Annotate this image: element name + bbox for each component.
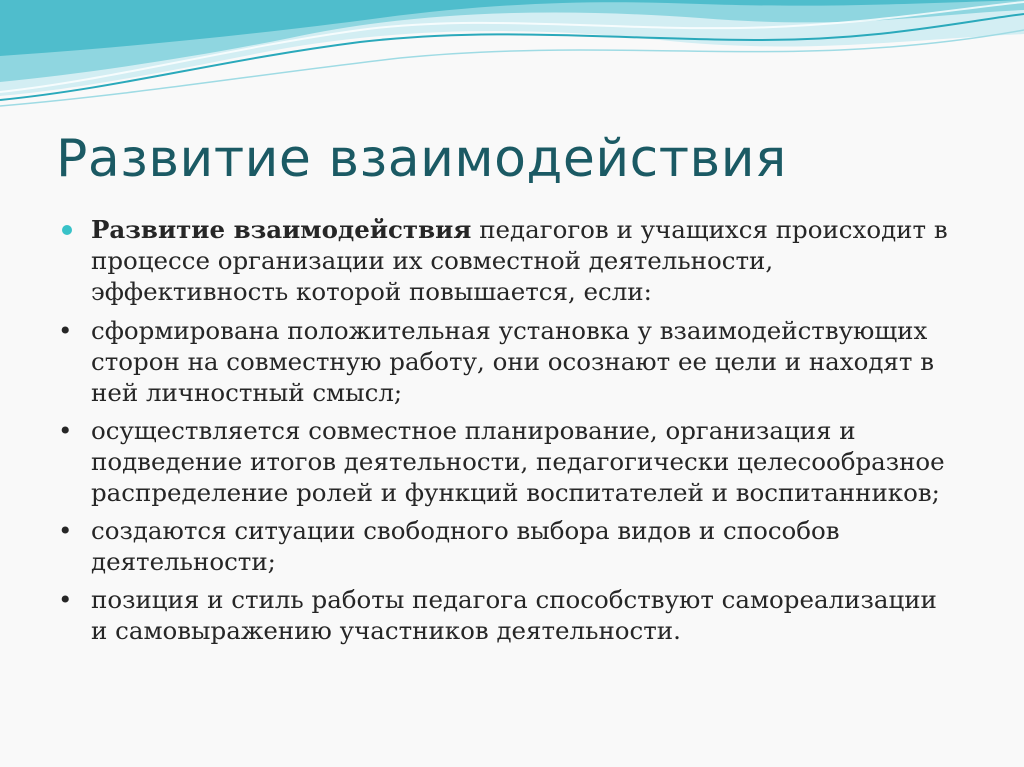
list-item: [58, 515, 958, 577]
intro-text: педагогов и учащихся происходит в процессе организации их совместной деятельности, эффективность которой повышается, если:: [91, 215, 948, 306]
list-item-text: создаются ситуации свободного выбора видов и способов деятельности;: [91, 516, 840, 576]
list-item-text: осуществляется совместное планирование, организация и подведение итогов деятельности, педагогически целесообразное распределение ролей и функций воспитателей и воспитанников;: [91, 416, 945, 507]
dot-bullet-icon: •: [58, 585, 73, 614]
list-item: [58, 415, 958, 508]
round-bullet-icon: [62, 225, 72, 235]
list-item: [58, 584, 958, 646]
slide-body: [58, 214, 958, 653]
list-item-text: сформирована положительная установка у взаимодействующих сторон на совместную работу, они осознают ее цели и находят в ней личностный смысл;: [91, 316, 935, 407]
decorative-wave: [0, 0, 1024, 130]
dot-bullet-icon: •: [58, 416, 73, 445]
list-item: [58, 315, 958, 408]
intro-paragraph: [58, 214, 958, 307]
dot-bullet-icon: •: [58, 516, 73, 545]
intro-bold-term: Развитие взаимодействия: [91, 215, 472, 244]
list-item-text: позиция и стиль работы педагога способствуют самореализации и самовыражению участников деятельности.: [91, 585, 937, 645]
slide-title: Развитие взаимодействия: [56, 129, 787, 189]
dot-bullet-icon: •: [58, 316, 73, 345]
